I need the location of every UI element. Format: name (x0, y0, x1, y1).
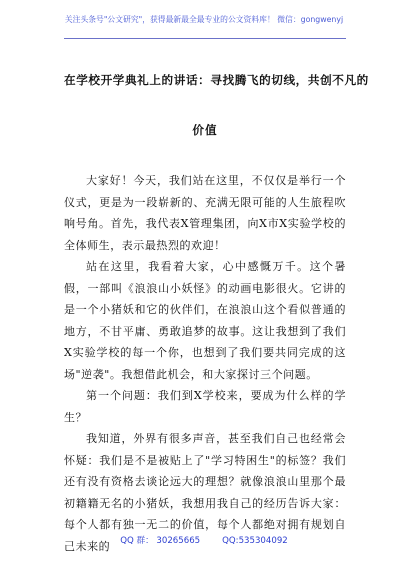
footer-qq-number: QQ:535304092 (222, 536, 288, 546)
document-title-line2: 价值 (192, 123, 218, 137)
body-paragraph: 第一个问题：我们到X学校来，要成为什么样的学生？ (64, 389, 346, 424)
footer-qq-group: QQ 群： 30265665 (120, 536, 201, 546)
header-divider (64, 38, 346, 39)
body-paragraph: 大家好！今天，我们站在这里，不仅仅是举行一个仪式，更是为一段崭新的、充满无限可能的人生旅程吹响号角。首先，我代表X管理集团，向X市X实验学校的全体师生，表示最热烈的欢迎！ (64, 174, 346, 252)
footer-contact (0, 534, 408, 546)
header-banner: 关注头条号"公文研究"，获得最新最全最专业的公文资料库！ 微信：gongwenyj (64, 15, 344, 24)
document-title: 在学校开学典礼上的讲话：寻找腾飞的切线，共创不凡的 (64, 73, 369, 87)
document-body (64, 170, 346, 557)
body-paragraph: 站在这里，我看着大家，心中感慨万千。这个暑假，一部叫《浪浪山小妖怪》的动画电影很火。它讲的是一个小猪妖和它的伙伴们，在浪浪山这个看似普通的地方，不甘平庸、勇敢追梦的故事。这让我想到了我们X实验学校的每一个你，也想到了我们要共同完成的这场"逆袭"。我想借此机会，和大家探讨三个问题。 (64, 260, 346, 381)
body-paragraph: 我知道，外界有很多声音，甚至我们自己也经常会怀疑：我们是不是被贴上了"学习特困生"的标签？我们还有没有资格去谈论远大的理想？就像浪浪山里那个最初籍籍无名的小猪妖，我想用我自己的经历告诉大家：每个人都有独一无二的价值，每个人都绝对拥有规划自己未来的 (64, 432, 346, 553)
